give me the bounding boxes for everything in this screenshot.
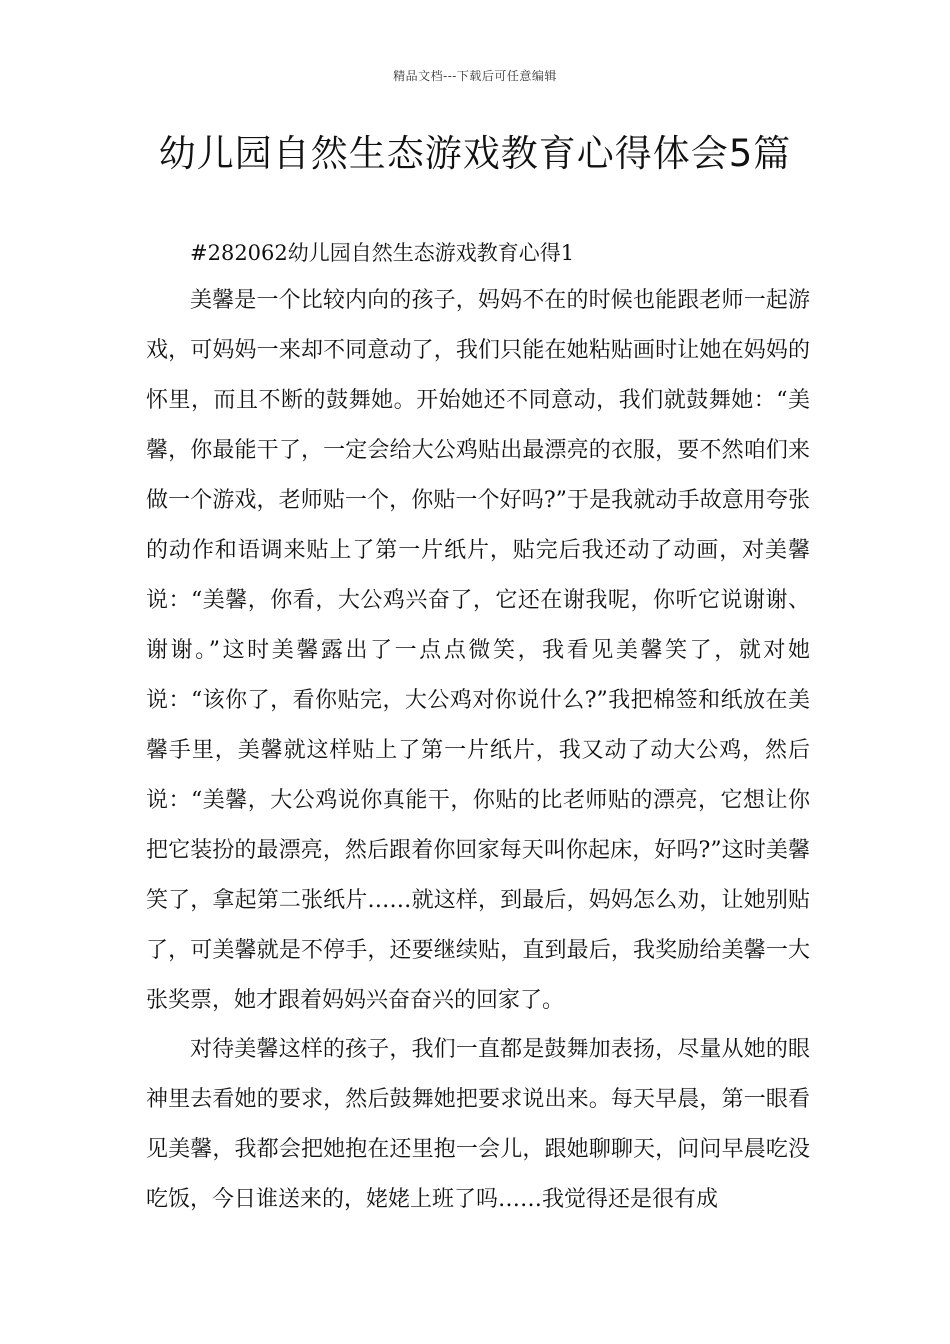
header-note: 精品文档---下载后可任意编辑 (393, 69, 557, 83)
document-title: 幼儿园自然生态游戏教育心得体会5篇 (158, 132, 792, 175)
section-heading: #282062幼儿园自然生态游戏教育心得1 (190, 241, 575, 265)
paragraph-1: 美馨是一个比较内向的孩子，妈妈不在的时候也能跟老师一起游戏，可妈妈一来却不同意动了，我们只能在她粘贴画时让她在妈妈的怀里，而且不断的鼓舞她。开始她还不同意动，我们就鼓舞她：“美馨，你最能干了，一定会给大公鸡贴出最漂亮的衣服，要不然咱们来做一个游戏，老师贴一个，你贴一个好吗?”于是我就动手故意用夸张的动作和语调来贴上了第一片纸片，贴完后我还动了动画，对美馨说：“美馨，你看，大公鸡兴奋了，它还在谢我呢，你听它说谢谢、谢谢。”这时美馨露出了一点点微笑，我看见美馨笑了，就对她说：“该你了，看你贴完，大公鸡对你说什么?”我把棉签和纸放在美馨手里，美馨就这样贴上了第一片纸片，我又动了动大公鸡，然后说：“美馨，大公鸡说你真能干，你贴的比老师贴的漂亮，它想让你把它装扮的最漂亮，然后跟着你回家每天叫你起床，好吗?”这时美馨笑了，拿起第二张纸片……就这样，到最后，妈妈怎么劝，让她别贴了，可美馨就是不停手，还要继续贴，直到最后，我奖励给美馨一大张奖票，她才跟着妈妈兴奋奋兴的回家了。 (146, 288, 810, 1013)
paragraph-2: 对待美馨这样的孩子，我们一直都是鼓舞加表扬，尽量从她的眼神里去看她的要求，然后鼓舞她把要求说出来。每天早晨，第一眼看见美馨，我都会把她抱在还里抱一会儿，跟她聊聊天，问问早晨吃没吃饭，今日谁送来的，姥姥上班了吗……我觉得还是很有成 (146, 1037, 810, 1212)
